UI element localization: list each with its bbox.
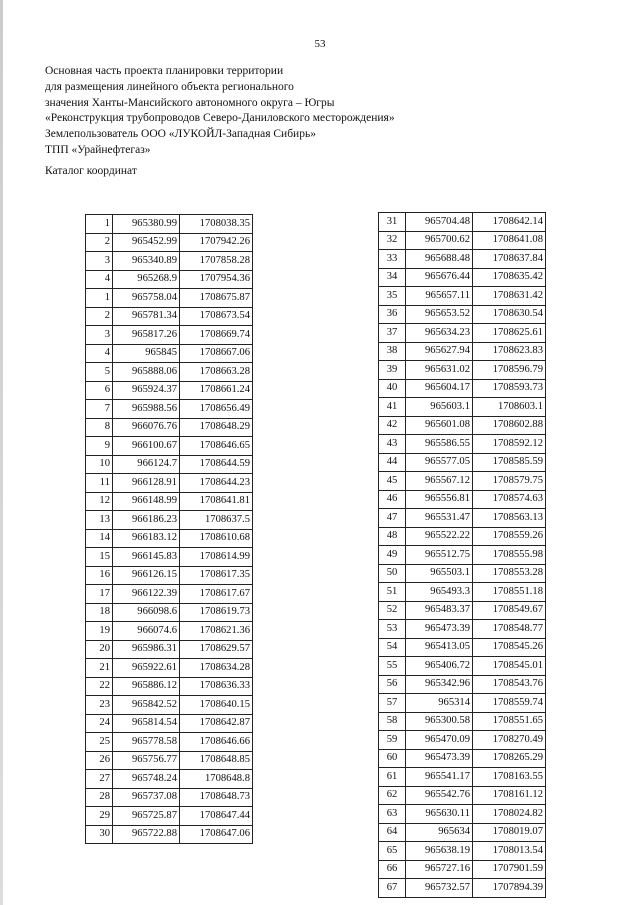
point-number-cell: 63 [379, 805, 406, 824]
point-number-cell: 41 [379, 398, 406, 417]
point-number-cell: 11 [86, 474, 113, 493]
y-coordinate-cell: 1708013.54 [473, 842, 546, 861]
table-row [86, 326, 253, 345]
x-coordinate-cell: 965700.62 [406, 231, 473, 250]
y-coordinate-cell: 1708163.55 [473, 768, 546, 787]
table-row [86, 696, 253, 715]
y-coordinate-cell: 1708641.08 [473, 231, 546, 250]
table-row [86, 622, 253, 641]
x-coordinate-cell: 965470.09 [406, 731, 473, 750]
table-row [379, 879, 546, 898]
table-row [379, 564, 546, 583]
point-number-cell: 12 [86, 492, 113, 511]
x-coordinate-cell: 965452.99 [113, 233, 180, 252]
y-coordinate-cell: 1708642.87 [180, 714, 253, 733]
table-row [379, 860, 546, 879]
point-number-cell: 21 [86, 659, 113, 678]
point-number-cell: 4 [86, 270, 113, 289]
y-coordinate-cell: 1708019.07 [473, 823, 546, 842]
point-number-cell: 46 [379, 490, 406, 509]
x-coordinate-cell: 965586.55 [406, 435, 473, 454]
point-number-cell: 53 [379, 620, 406, 639]
x-coordinate-cell: 966074.6 [113, 622, 180, 641]
y-coordinate-cell: 1708548.77 [473, 620, 546, 639]
header-line: «Реконструкция трубопроводов Северо-Даниловского месторождения» [45, 112, 395, 125]
coordinates-table-right [378, 212, 546, 898]
y-coordinate-cell: 1708574.63 [473, 490, 546, 509]
table-row [379, 324, 546, 343]
table-row [379, 490, 546, 509]
table-row [86, 733, 253, 752]
x-coordinate-cell: 966124.7 [113, 455, 180, 474]
point-number-cell: 4 [86, 344, 113, 363]
point-number-cell: 35 [379, 287, 406, 306]
x-coordinate-cell: 965522.22 [406, 527, 473, 546]
point-number-cell: 56 [379, 675, 406, 694]
table-row [86, 529, 253, 548]
point-number-cell: 33 [379, 250, 406, 269]
x-coordinate-cell: 965725.87 [113, 807, 180, 826]
x-coordinate-cell: 965756.77 [113, 751, 180, 770]
x-coordinate-cell: 965634.23 [406, 324, 473, 343]
table-row [86, 825, 253, 844]
y-coordinate-cell: 1708593.73 [473, 379, 546, 398]
point-number-cell: 16 [86, 566, 113, 585]
y-coordinate-cell: 1708559.26 [473, 527, 546, 546]
table-row [86, 640, 253, 659]
x-coordinate-cell: 965603.1 [406, 398, 473, 417]
y-coordinate-cell: 1708265.29 [473, 749, 546, 768]
y-coordinate-cell: 1708630.54 [473, 305, 546, 324]
header-line: ТПП «Урайнефтегаз» [45, 143, 151, 156]
y-coordinate-cell: 1708579.75 [473, 472, 546, 491]
y-coordinate-cell: 1708585.59 [473, 453, 546, 472]
y-coordinate-cell: 1708614.99 [180, 548, 253, 567]
y-coordinate-cell: 1708644.23 [180, 474, 253, 493]
point-number-cell: 55 [379, 657, 406, 676]
x-coordinate-cell: 966145.83 [113, 548, 180, 567]
point-number-cell: 8 [86, 418, 113, 437]
point-number-cell: 32 [379, 231, 406, 250]
y-coordinate-cell: 1708637.84 [473, 250, 546, 269]
point-number-cell: 30 [86, 825, 113, 844]
table-row [86, 400, 253, 419]
table-row [379, 768, 546, 787]
table-row [86, 307, 253, 326]
header-line: для размещения линейного объекта регионального [45, 80, 294, 93]
point-number-cell: 9 [86, 437, 113, 456]
table-row [86, 751, 253, 770]
table-row [86, 677, 253, 696]
table-row [379, 287, 546, 306]
table-row [86, 770, 253, 789]
table-row [379, 583, 546, 602]
point-number-cell: 25 [86, 733, 113, 752]
y-coordinate-cell: 1708647.44 [180, 807, 253, 826]
table-row [379, 416, 546, 435]
point-number-cell: 40 [379, 379, 406, 398]
y-coordinate-cell: 1708596.79 [473, 361, 546, 380]
x-coordinate-cell: 965924.37 [113, 381, 180, 400]
table-row [379, 675, 546, 694]
x-coordinate-cell: 965631.02 [406, 361, 473, 380]
y-coordinate-cell: 1707858.28 [180, 252, 253, 271]
table-row [86, 474, 253, 493]
table-row [379, 638, 546, 657]
x-coordinate-cell: 965340.89 [113, 252, 180, 271]
x-coordinate-cell: 965531.47 [406, 509, 473, 528]
point-number-cell: 59 [379, 731, 406, 750]
point-number-cell: 61 [379, 768, 406, 787]
point-number-cell: 13 [86, 511, 113, 530]
y-coordinate-cell: 1707942.26 [180, 233, 253, 252]
point-number-cell: 22 [86, 677, 113, 696]
point-number-cell: 44 [379, 453, 406, 472]
point-number-cell: 23 [86, 696, 113, 715]
y-coordinate-cell: 1708545.01 [473, 657, 546, 676]
y-coordinate-cell: 1708559.74 [473, 694, 546, 713]
table-row [379, 361, 546, 380]
header-line: Землепользователь ООО «ЛУКОЙЛ-Западная Сибирь» [45, 128, 316, 141]
y-coordinate-cell: 1708610.68 [180, 529, 253, 548]
table-row [86, 548, 253, 567]
y-coordinate-cell: 1708161.12 [473, 786, 546, 805]
table-row [86, 381, 253, 400]
catalog-title: Каталог координат [45, 165, 137, 177]
x-coordinate-cell: 965758.04 [113, 289, 180, 308]
table-row [379, 694, 546, 713]
table-row [379, 250, 546, 269]
point-number-cell: 6 [86, 381, 113, 400]
x-coordinate-cell: 965556.81 [406, 490, 473, 509]
table-row [379, 749, 546, 768]
x-coordinate-cell: 965406.72 [406, 657, 473, 676]
y-coordinate-cell: 1708636.33 [180, 677, 253, 696]
table-row [379, 342, 546, 361]
y-coordinate-cell: 1708648.85 [180, 751, 253, 770]
point-number-cell: 18 [86, 603, 113, 622]
x-coordinate-cell: 965737.08 [113, 788, 180, 807]
table-row [379, 453, 546, 472]
x-coordinate-cell: 965342.96 [406, 675, 473, 694]
y-coordinate-cell: 1708625.61 [473, 324, 546, 343]
x-coordinate-cell: 965778.58 [113, 733, 180, 752]
table-row [86, 659, 253, 678]
point-number-cell: 1 [86, 289, 113, 308]
point-number-cell: 67 [379, 879, 406, 898]
x-coordinate-cell: 965986.31 [113, 640, 180, 659]
y-coordinate-cell: 1708641.81 [180, 492, 253, 511]
x-coordinate-cell: 965727.16 [406, 860, 473, 879]
table-row [379, 527, 546, 546]
y-coordinate-cell: 1708617.67 [180, 585, 253, 604]
y-coordinate-cell: 1708629.57 [180, 640, 253, 659]
x-coordinate-cell: 966122.39 [113, 585, 180, 604]
y-coordinate-cell: 1708669.74 [180, 326, 253, 345]
x-coordinate-cell: 965601.08 [406, 416, 473, 435]
table-row [379, 546, 546, 565]
point-number-cell: 50 [379, 564, 406, 583]
table-row [379, 398, 546, 417]
point-number-cell: 62 [379, 786, 406, 805]
y-coordinate-cell: 1708667.06 [180, 344, 253, 363]
y-coordinate-cell: 1708661.24 [180, 381, 253, 400]
point-number-cell: 43 [379, 435, 406, 454]
y-coordinate-cell: 1708663.28 [180, 363, 253, 382]
table-row [86, 418, 253, 437]
point-number-cell: 47 [379, 509, 406, 528]
y-coordinate-cell: 1708563.13 [473, 509, 546, 528]
point-number-cell: 45 [379, 472, 406, 491]
x-coordinate-cell: 965634 [406, 823, 473, 842]
y-coordinate-cell: 1708648.73 [180, 788, 253, 807]
x-coordinate-cell: 965886.12 [113, 677, 180, 696]
table-row [86, 603, 253, 622]
y-coordinate-cell: 1708647.06 [180, 825, 253, 844]
x-coordinate-cell: 965541.17 [406, 768, 473, 787]
point-number-cell: 5 [86, 363, 113, 382]
y-coordinate-cell: 1708024.82 [473, 805, 546, 824]
table-row [379, 823, 546, 842]
point-number-cell: 29 [86, 807, 113, 826]
page-number: 53 [314, 38, 326, 50]
point-number-cell: 66 [379, 860, 406, 879]
x-coordinate-cell: 965503.1 [406, 564, 473, 583]
table-row [86, 492, 253, 511]
y-coordinate-cell: 1708553.28 [473, 564, 546, 583]
point-number-cell: 20 [86, 640, 113, 659]
table-row [379, 509, 546, 528]
header-line: значения Ханты-Мансийского автономного округа – Югры [45, 96, 335, 109]
x-coordinate-cell: 965577.05 [406, 453, 473, 472]
point-number-cell: 64 [379, 823, 406, 842]
table-row [379, 805, 546, 824]
y-coordinate-cell: 1708621.36 [180, 622, 253, 641]
x-coordinate-cell: 965380.99 [113, 215, 180, 234]
point-number-cell: 31 [379, 213, 406, 232]
y-coordinate-cell: 1708038.35 [180, 215, 253, 234]
table-row [379, 231, 546, 250]
x-coordinate-cell: 965922.61 [113, 659, 180, 678]
point-number-cell: 2 [86, 307, 113, 326]
point-number-cell: 17 [86, 585, 113, 604]
y-coordinate-cell: 1708270.49 [473, 731, 546, 750]
point-number-cell: 34 [379, 268, 406, 287]
x-coordinate-cell: 965653.52 [406, 305, 473, 324]
point-number-cell: 52 [379, 601, 406, 620]
table-row [379, 786, 546, 805]
x-coordinate-cell: 965473.39 [406, 749, 473, 768]
table-row [86, 289, 253, 308]
x-coordinate-cell: 965630.11 [406, 805, 473, 824]
table-row [379, 842, 546, 861]
x-coordinate-cell: 966126.15 [113, 566, 180, 585]
table-row [379, 379, 546, 398]
y-coordinate-cell: 1708549.67 [473, 601, 546, 620]
point-number-cell: 39 [379, 361, 406, 380]
y-coordinate-cell: 1707954.36 [180, 270, 253, 289]
point-number-cell: 37 [379, 324, 406, 343]
y-coordinate-cell: 1707901.59 [473, 860, 546, 879]
x-coordinate-cell: 965300.58 [406, 712, 473, 731]
point-number-cell: 28 [86, 788, 113, 807]
point-number-cell: 14 [86, 529, 113, 548]
table-row [86, 270, 253, 289]
y-coordinate-cell: 1708592.12 [473, 435, 546, 454]
table-row [86, 437, 253, 456]
table-row [379, 657, 546, 676]
y-coordinate-cell: 1708602.88 [473, 416, 546, 435]
table-row [379, 435, 546, 454]
point-number-cell: 3 [86, 252, 113, 271]
point-number-cell: 7 [86, 400, 113, 419]
x-coordinate-cell: 965781.34 [113, 307, 180, 326]
table-row [86, 252, 253, 271]
point-number-cell: 3 [86, 326, 113, 345]
point-number-cell: 49 [379, 546, 406, 565]
y-coordinate-cell: 1708656.49 [180, 400, 253, 419]
table-row [86, 585, 253, 604]
table-row [379, 731, 546, 750]
point-number-cell: 57 [379, 694, 406, 713]
x-coordinate-cell: 966183.12 [113, 529, 180, 548]
table-row [86, 344, 253, 363]
y-coordinate-cell: 1708675.87 [180, 289, 253, 308]
table-row [86, 566, 253, 585]
point-number-cell: 60 [379, 749, 406, 768]
x-coordinate-cell: 965842.52 [113, 696, 180, 715]
y-coordinate-cell: 1708635.42 [473, 268, 546, 287]
y-coordinate-cell: 1708551.18 [473, 583, 546, 602]
x-coordinate-cell: 965604.17 [406, 379, 473, 398]
y-coordinate-cell: 1708551.65 [473, 712, 546, 731]
x-coordinate-cell: 965988.56 [113, 400, 180, 419]
x-coordinate-cell: 965748.24 [113, 770, 180, 789]
point-number-cell: 38 [379, 342, 406, 361]
table-row [86, 363, 253, 382]
point-number-cell: 42 [379, 416, 406, 435]
table-row [86, 455, 253, 474]
point-number-cell: 36 [379, 305, 406, 324]
table-row [379, 620, 546, 639]
point-number-cell: 19 [86, 622, 113, 641]
coordinates-table-left [85, 214, 253, 844]
document-header [45, 64, 605, 159]
x-coordinate-cell: 966100.67 [113, 437, 180, 456]
x-coordinate-cell: 965512.75 [406, 546, 473, 565]
table-row [86, 215, 253, 234]
x-coordinate-cell: 965657.11 [406, 287, 473, 306]
point-number-cell: 48 [379, 527, 406, 546]
scan-edge [0, 0, 3, 905]
point-number-cell: 24 [86, 714, 113, 733]
y-coordinate-cell: 1707894.39 [473, 879, 546, 898]
point-number-cell: 27 [86, 770, 113, 789]
y-coordinate-cell: 1708634.28 [180, 659, 253, 678]
table-row [379, 213, 546, 232]
y-coordinate-cell: 1708619.73 [180, 603, 253, 622]
x-coordinate-cell: 966128.91 [113, 474, 180, 493]
x-coordinate-cell: 965473.39 [406, 620, 473, 639]
x-coordinate-cell: 965845 [113, 344, 180, 363]
y-coordinate-cell: 1708637.5 [180, 511, 253, 530]
y-coordinate-cell: 1708545.26 [473, 638, 546, 657]
x-coordinate-cell: 965413.05 [406, 638, 473, 657]
x-coordinate-cell: 965814.54 [113, 714, 180, 733]
x-coordinate-cell: 965627.94 [406, 342, 473, 361]
table-row [379, 712, 546, 731]
x-coordinate-cell: 965722.88 [113, 825, 180, 844]
x-coordinate-cell: 965493.3 [406, 583, 473, 602]
x-coordinate-cell: 965888.06 [113, 363, 180, 382]
y-coordinate-cell: 1708673.54 [180, 307, 253, 326]
table-row [86, 233, 253, 252]
x-coordinate-cell: 965567.12 [406, 472, 473, 491]
y-coordinate-cell: 1708648.8 [180, 770, 253, 789]
table-row [379, 472, 546, 491]
y-coordinate-cell: 1708617.35 [180, 566, 253, 585]
table-row [86, 807, 253, 826]
point-number-cell: 2 [86, 233, 113, 252]
point-number-cell: 15 [86, 548, 113, 567]
point-number-cell: 10 [86, 455, 113, 474]
y-coordinate-cell: 1708623.83 [473, 342, 546, 361]
header-line: Основная часть проекта планировки территории [45, 65, 284, 77]
x-coordinate-cell: 965688.48 [406, 250, 473, 269]
x-coordinate-cell: 966148.99 [113, 492, 180, 511]
x-coordinate-cell: 965676.44 [406, 268, 473, 287]
x-coordinate-cell: 965817.26 [113, 326, 180, 345]
y-coordinate-cell: 1708646.66 [180, 733, 253, 752]
table-row [379, 305, 546, 324]
x-coordinate-cell: 965638.19 [406, 842, 473, 861]
table-row [379, 601, 546, 620]
y-coordinate-cell: 1708543.76 [473, 675, 546, 694]
y-coordinate-cell: 1708640.15 [180, 696, 253, 715]
point-number-cell: 54 [379, 638, 406, 657]
table-row [379, 268, 546, 287]
x-coordinate-cell: 965704.48 [406, 213, 473, 232]
x-coordinate-cell: 966186.23 [113, 511, 180, 530]
x-coordinate-cell: 965732.57 [406, 879, 473, 898]
x-coordinate-cell: 966098.6 [113, 603, 180, 622]
table-row [86, 714, 253, 733]
table-row [86, 788, 253, 807]
point-number-cell: 1 [86, 215, 113, 234]
y-coordinate-cell: 1708603.1 [473, 398, 546, 417]
x-coordinate-cell: 966076.76 [113, 418, 180, 437]
x-coordinate-cell: 965483.37 [406, 601, 473, 620]
y-coordinate-cell: 1708644.59 [180, 455, 253, 474]
x-coordinate-cell: 965314 [406, 694, 473, 713]
x-coordinate-cell: 965268.9 [113, 270, 180, 289]
y-coordinate-cell: 1708646.65 [180, 437, 253, 456]
point-number-cell: 51 [379, 583, 406, 602]
y-coordinate-cell: 1708648.29 [180, 418, 253, 437]
point-number-cell: 58 [379, 712, 406, 731]
x-coordinate-cell: 965542.76 [406, 786, 473, 805]
point-number-cell: 65 [379, 842, 406, 861]
y-coordinate-cell: 1708642.14 [473, 213, 546, 232]
point-number-cell: 26 [86, 751, 113, 770]
y-coordinate-cell: 1708555.98 [473, 546, 546, 565]
table-row [86, 511, 253, 530]
y-coordinate-cell: 1708631.42 [473, 287, 546, 306]
